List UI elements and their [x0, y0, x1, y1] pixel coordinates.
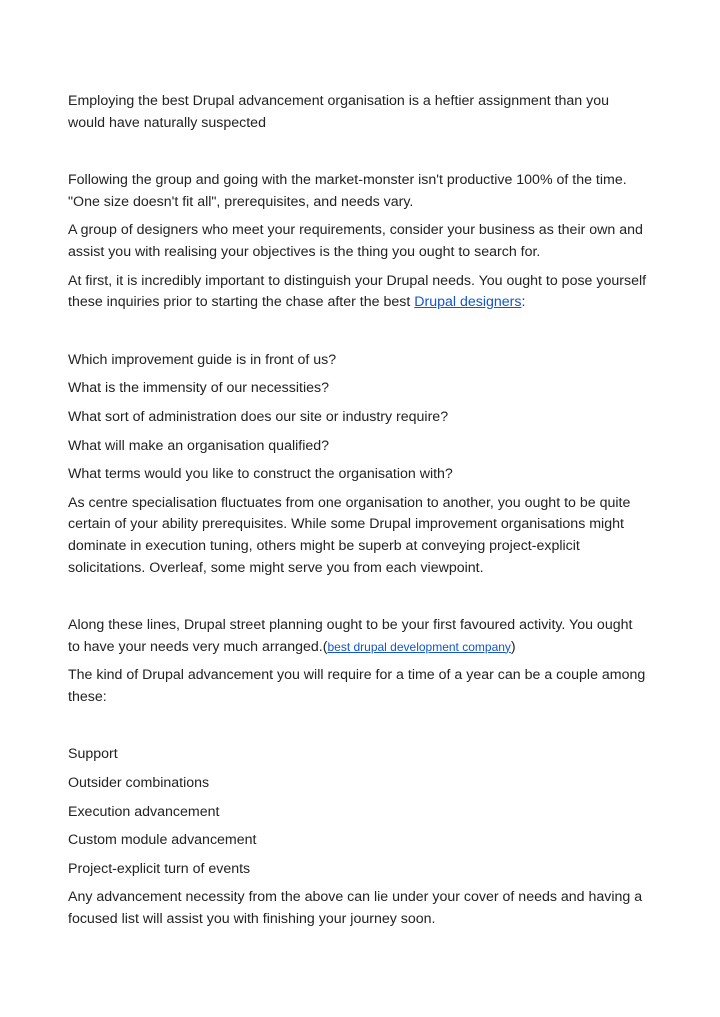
- question-item: Which improvement guide is in front of us?: [68, 351, 337, 368]
- service-item: Execution advancement: [68, 803, 220, 820]
- roadmap-paragraph: [68, 615, 648, 658]
- drupal-designers-link[interactable]: Drupal designers: [414, 294, 522, 311]
- intro-paragraph: Employing the best Drupal advancement organisation is a heftier assignment than you would have naturally suspected: [68, 93, 610, 131]
- needs-paragraph: [68, 271, 648, 314]
- question-item: What will make an organisation qualified?: [68, 437, 330, 454]
- service-item: Project-explicit turn of events: [68, 860, 251, 877]
- kind-paragraph: The kind of Drupal advancement you will require for a time of a year can be a couple among these:: [68, 667, 646, 705]
- service-item: Outsider combinations: [68, 775, 210, 792]
- spacer: [68, 321, 648, 350]
- roadmap-paragraph-text: Along these lines, Drupal street planning ought to be your first favoured activity. You ought to have your needs very much arranged.(: [68, 617, 633, 655]
- closing-paragraph: Any advancement necessity from the above can lie under your cover of needs and having a focused list will assist you with finishing your journey soon.: [68, 889, 643, 928]
- needs-paragraph-end: :: [521, 294, 526, 311]
- spacer: [68, 715, 648, 744]
- roadmap-paragraph-end: ): [510, 638, 516, 655]
- spacer: [68, 586, 648, 615]
- market-paragraph: Following the group and going with the market-monster isn't productive 100% of the time. "One size doesn't fit all", prerequisites, and needs vary.: [68, 172, 627, 210]
- service-item: Support: [68, 746, 118, 763]
- service-item: Custom module advancement: [68, 832, 257, 849]
- question-item: What is the immensity of our necessities?: [68, 380, 329, 397]
- best-drupal-company-link[interactable]: best drupal development company: [327, 639, 511, 654]
- question-item: What sort of administration does our site or industry require?: [68, 408, 449, 425]
- specialisation-paragraph: As centre specialisation fluctuates from one organisation to another, you ought to be quite certain of your ability prerequisites. While some Drupal improvement organisations might dominate in execution tuning, others might be superb at conveying project-explicit solicitations. Overleaf, some might serve you from each viewpoint.: [68, 494, 631, 576]
- needs-paragraph-text: At first, it is incredibly important to distinguish your Drupal needs. You ought to pose yourself these inquiries prior to starting the chase after the best: [68, 272, 647, 311]
- question-item: What terms would you like to construct the organisation with?: [68, 466, 453, 483]
- spacer: [68, 141, 648, 170]
- document-body: [68, 91, 648, 938]
- designers-paragraph: A group of designers who meet your requirements, consider your business as their own and assist you with realising your objectives is the thing you ought to search for.: [68, 222, 643, 260]
